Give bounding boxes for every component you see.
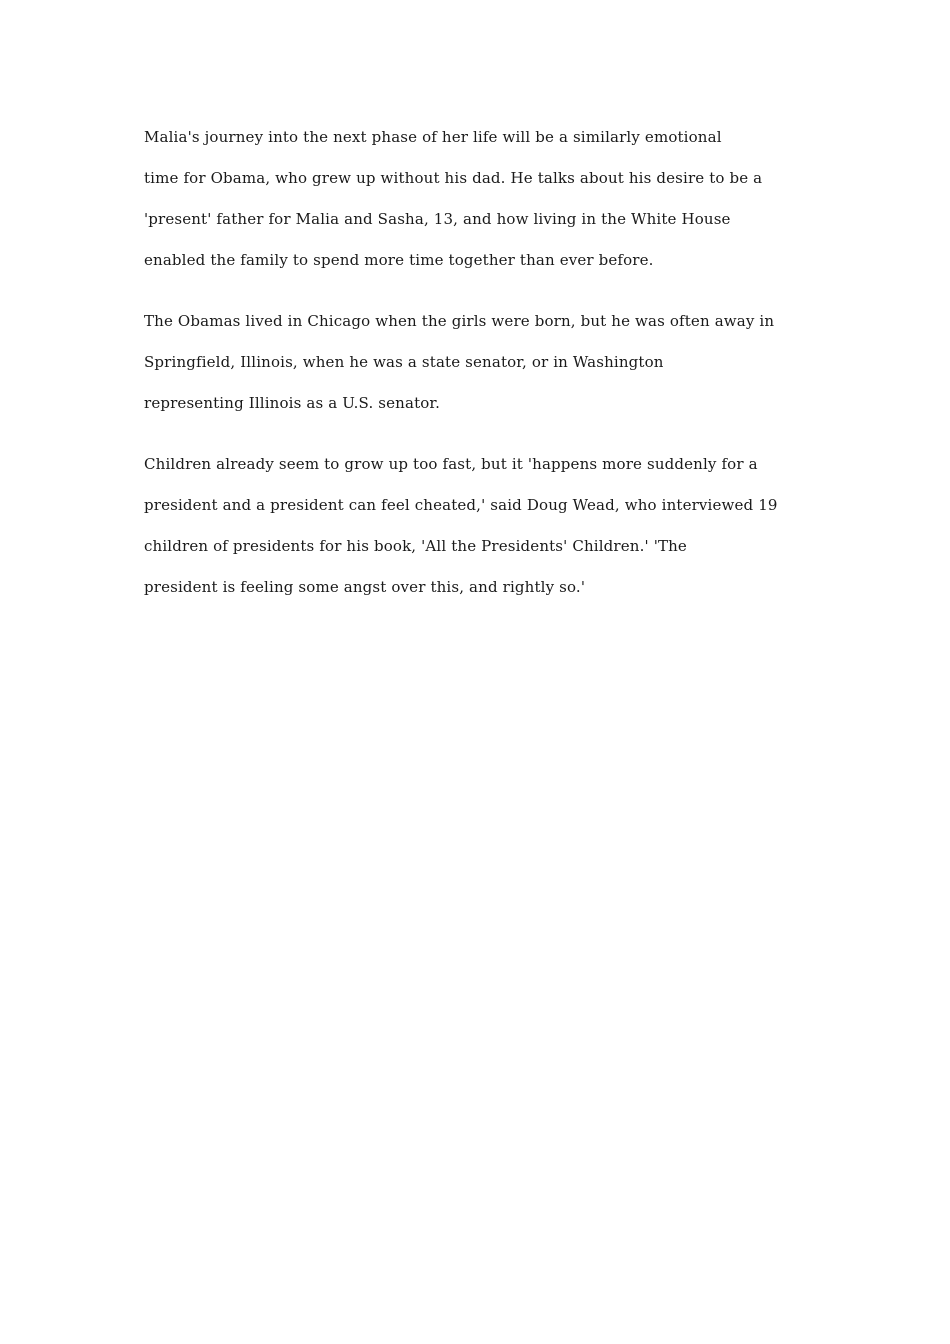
- text-line: Springfield, Illinois, when he was a state senator, or in Washington: [144, 353, 664, 371]
- text-line: The Obamas lived in Chicago when the girls were born, but he was often away in: [144, 312, 775, 330]
- text-line: time for Obama, who grew up without his dad. He talks about his desire to be a: [144, 169, 763, 187]
- paragraph-1: [144, 122, 816, 286]
- text-line: president is feeling some angst over this, and rightly so.': [144, 578, 586, 596]
- text-line: children of presidents for his book, 'All the Presidents' Children.' 'The: [144, 537, 687, 555]
- text-line: president and a president can feel cheated,' said Doug Wead, who interviewed 19: [144, 496, 778, 514]
- paragraph-2: [144, 306, 816, 429]
- text-line: Malia's journey into the next phase of her life will be a similarly emotional: [144, 128, 722, 146]
- text-line: representing Illinois as a U.S. senator.: [144, 394, 441, 412]
- text-line: 'present' father for Malia and Sasha, 13, and how living in the White House: [144, 210, 731, 228]
- paragraph-3: [144, 449, 816, 613]
- text-line: enabled the family to spend more time together than ever before.: [144, 251, 654, 269]
- text-line: Children already seem to grow up too fast, but it 'happens more suddenly for a: [144, 455, 758, 473]
- document-body: [144, 122, 816, 633]
